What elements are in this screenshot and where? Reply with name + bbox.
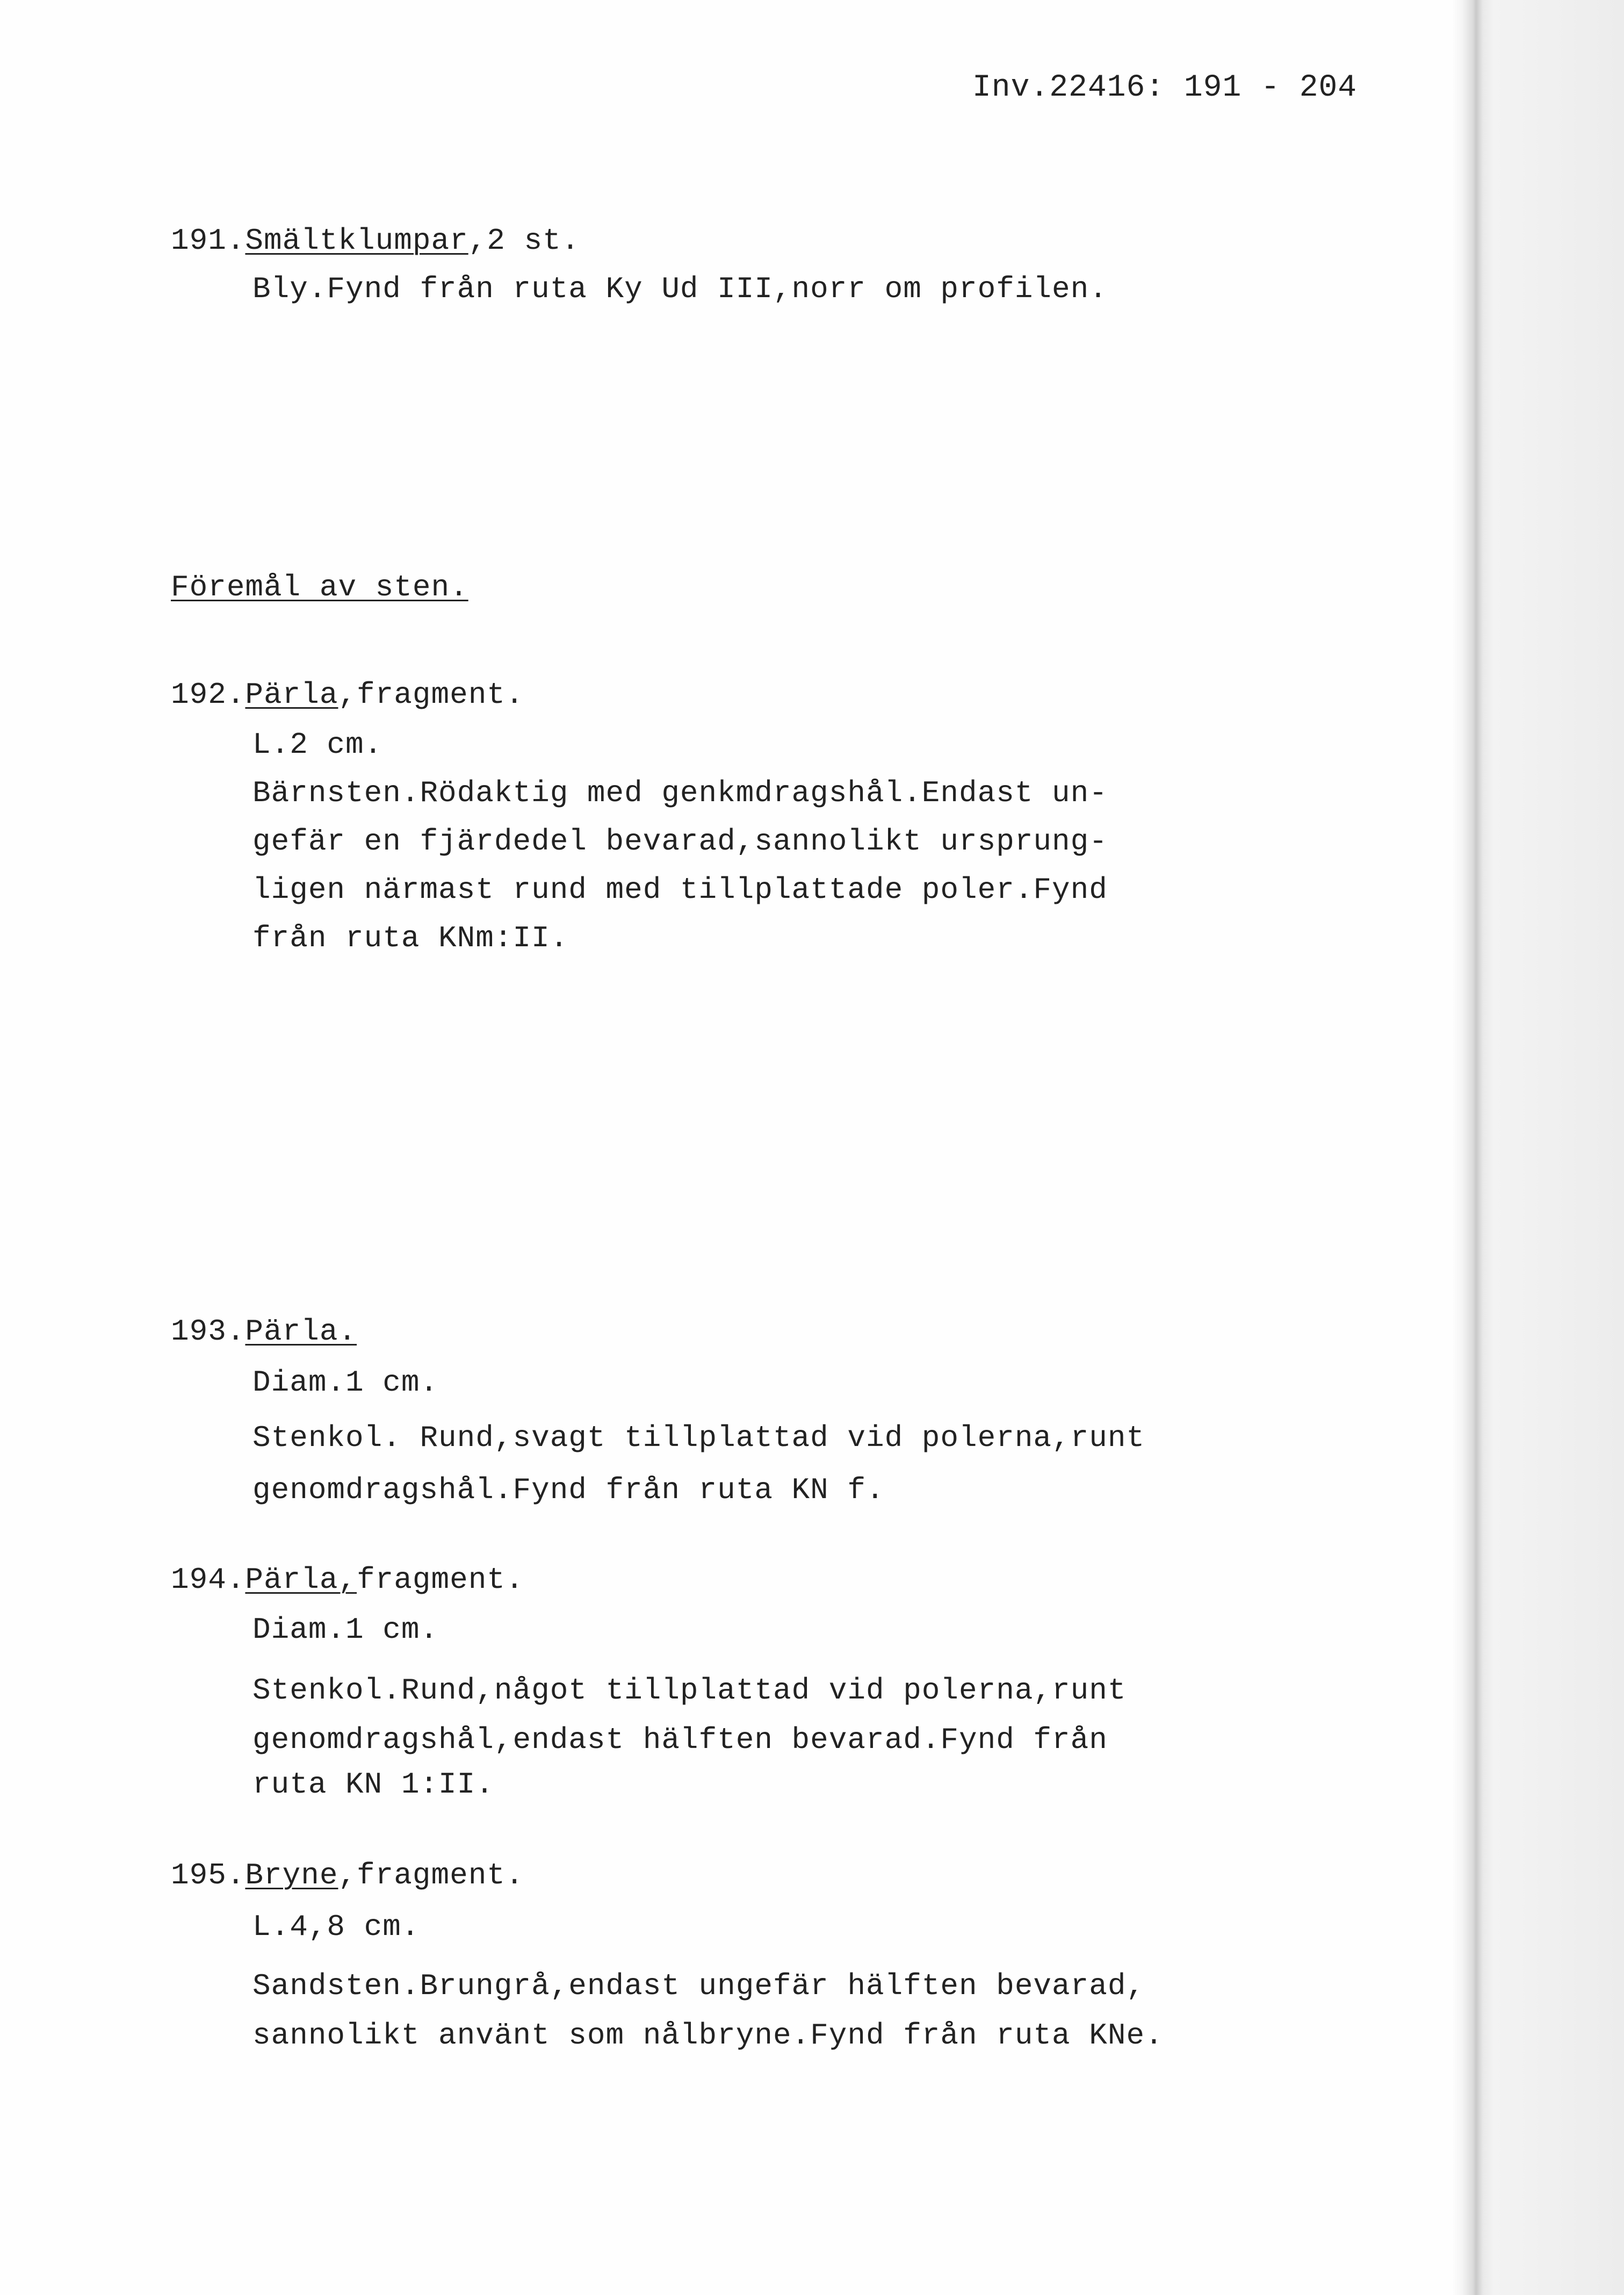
- section-heading: Föremål av sten.: [171, 570, 468, 605]
- entry-195-line-1: L.4,8 cm.: [252, 1910, 420, 1944]
- entry-name: Pärla.: [245, 1314, 357, 1349]
- entry-194-title: [171, 1565, 524, 1595]
- inventory-reference: Inv.22416: 191 - 204: [972, 70, 1358, 105]
- entry-191-line-1: Bly.Fynd från ruta Ky Ud III,norr om profilen.: [252, 272, 1108, 306]
- entry-194-line-2: Stenkol.Rund,något tillplattad vid polerna,runt: [252, 1673, 1127, 1708]
- entry-192-line-5: från ruta KNm:II.: [252, 921, 569, 955]
- entry-195-line-3: sannolikt använt som nålbryne.Fynd från ruta KNe.: [252, 2018, 1164, 2053]
- entry-number: 193.: [171, 1314, 246, 1349]
- entry-name: Pärla,: [245, 1563, 357, 1597]
- entry-195-line-2: Sandsten.Brungrå,endast ungefär hälften bevarad,: [252, 1969, 1145, 2003]
- entry-name: Smältklumpar: [245, 224, 468, 258]
- entry-193-line-3: genomdragshål.Fynd från ruta KN f.: [252, 1473, 885, 1507]
- entry-name: Pärla: [245, 678, 338, 712]
- entry-number: 194.: [171, 1563, 246, 1597]
- entry-number: 195.: [171, 1858, 246, 1893]
- entry-192-line-4: ligen närmast rund med tillplattade poler.Fynd: [252, 873, 1108, 907]
- entry-194-line-4: ruta KN 1:II.: [252, 1767, 494, 1802]
- entry-193-title: [171, 1316, 357, 1347]
- entry-number: 191.: [171, 224, 246, 258]
- entry-194-line-3: genomdragshål,endast hälften bevarad.Fynd från: [252, 1723, 1108, 1757]
- entry-number: 192.: [171, 678, 246, 712]
- entry-193-line-2: Stenkol. Rund,svagt tillplattad vid polerna,runt: [252, 1421, 1145, 1455]
- entry-194-line-1: Diam.1 cm.: [252, 1613, 439, 1647]
- entry-192-line-2: Bärnsten.Rödaktig med genkmdragshål.Endast un-: [252, 776, 1108, 810]
- entry-title-rest: ,2 st.: [468, 224, 580, 258]
- entry-title-rest: ,fragment.: [338, 1858, 524, 1893]
- page-edge-shadow: [1452, 0, 1624, 2295]
- entry-191-title: [171, 226, 580, 256]
- entry-192-title: [171, 680, 524, 710]
- entry-name: Bryne: [245, 1858, 338, 1893]
- entry-title-rest: fragment.: [357, 1563, 524, 1597]
- entry-193-line-1: Diam.1 cm.: [252, 1365, 439, 1400]
- entry-192-line-1: L.2 cm.: [252, 728, 383, 762]
- entry-title-rest: ,fragment.: [338, 678, 524, 712]
- entry-192-line-3: gefär en fjärdedel bevarad,sannolikt ursprung-: [252, 824, 1108, 859]
- entry-195-title: [171, 1858, 524, 1893]
